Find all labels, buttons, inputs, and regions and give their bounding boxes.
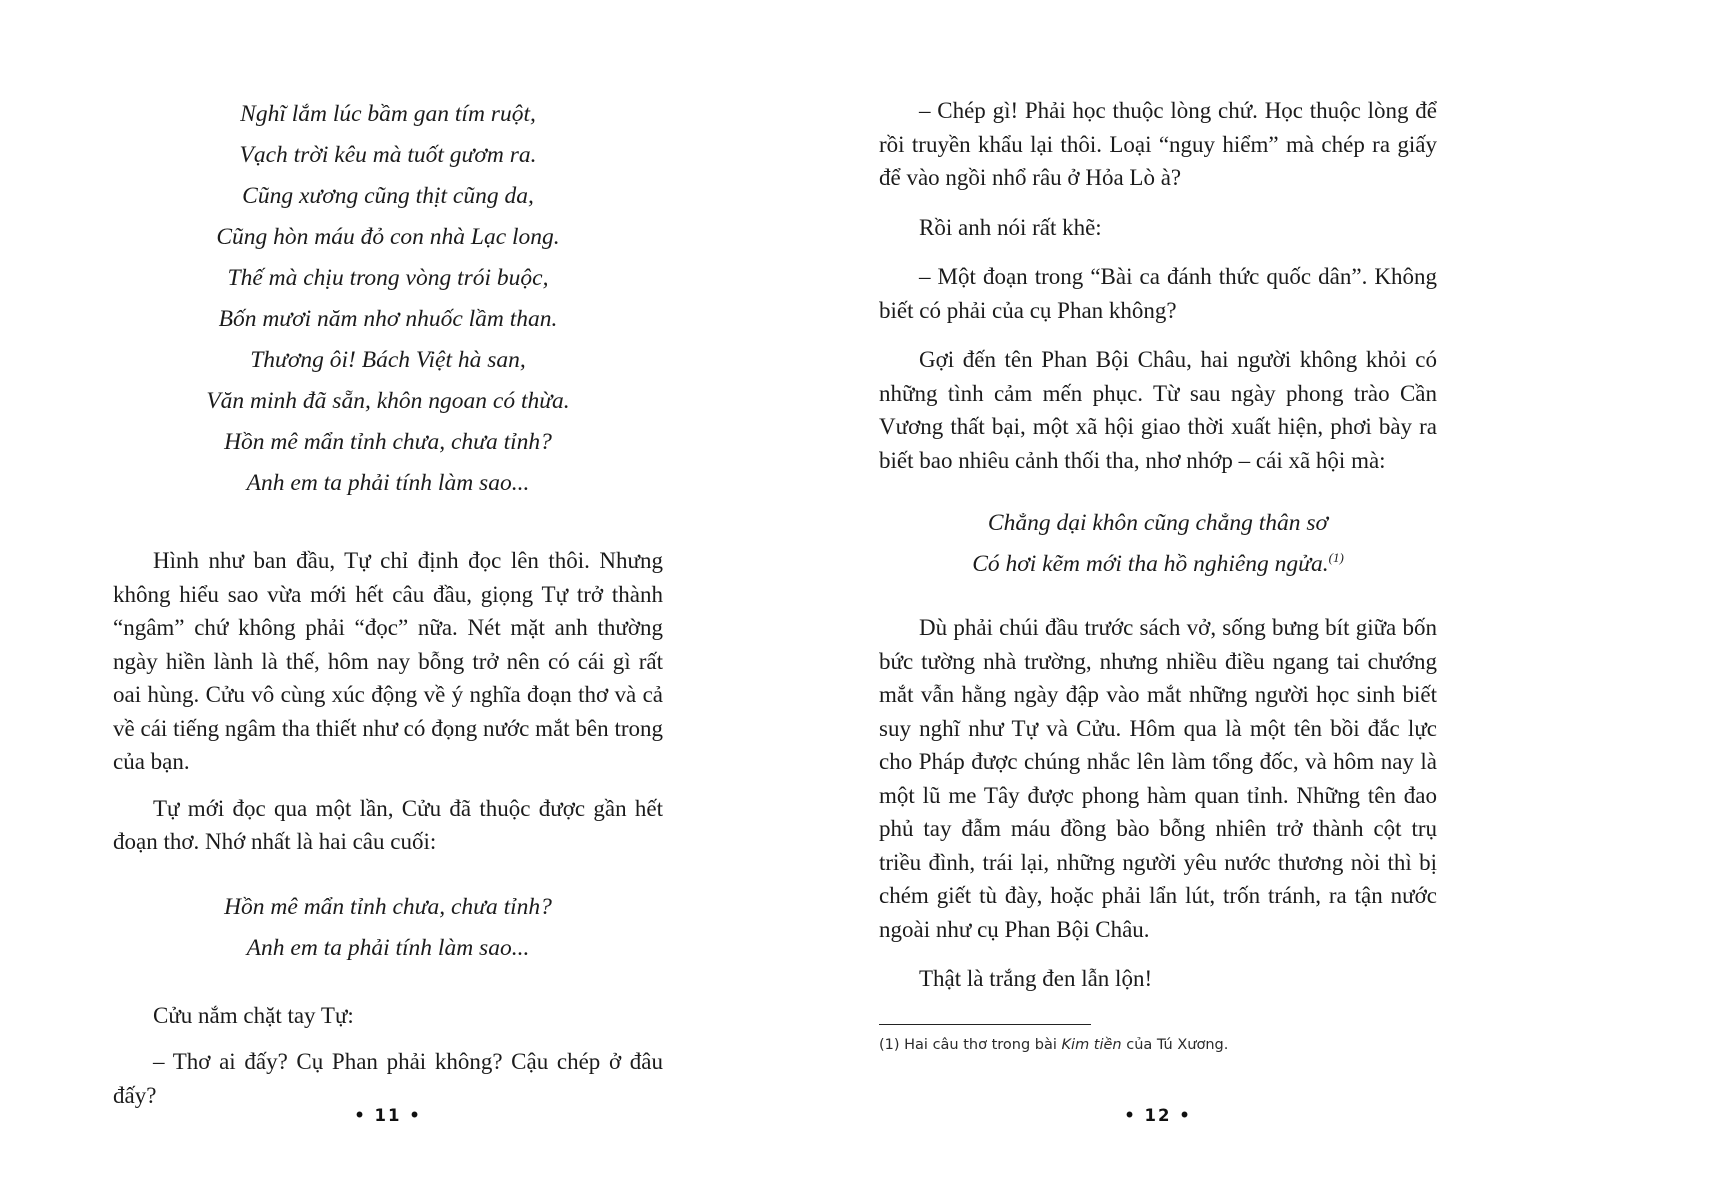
quote-block: [113, 887, 663, 969]
body-text: [113, 544, 663, 859]
paragraph: Cửu nắm chặt tay Tự:: [153, 1002, 354, 1028]
footnote-prefix: (1) Hai câu thơ trong bài: [879, 1036, 1062, 1053]
footnote-marker: (1): [1328, 550, 1344, 566]
quote-line: [879, 544, 1437, 585]
paragraph: – Một đoạn trong “Bài ca đánh thức quốc dân”. Không biết có phải của cụ Phan không?: [879, 264, 1437, 323]
quote-line: Anh em ta phải tính làm sao...: [246, 934, 530, 961]
quote-line: Hồn mê mẩn tỉnh chưa, chưa tỉnh?: [224, 893, 552, 920]
page-left: [113, 0, 663, 1184]
quote-line: Chẳng dại khôn cũng chẳng thân sơ: [987, 510, 1329, 536]
paragraph: Tự mới đọc qua một lần, Cửu đã thuộc được gần hết đoạn thơ. Nhớ nhất là hai câu cuối:: [113, 795, 663, 854]
poem-line: Vạch trời kêu mà tuốt gươm ra.: [239, 142, 537, 168]
paragraph: Hình như ban đầu, Tự chỉ định đọc lên thôi. Nhưng không hiểu sao vừa mới hết câu đầu, giọng Tự trở thành “ngâm” chứ không phải “đọc” nữa. Nét mặt anh thường ngày hiền lành là thế, hôm nay bỗng trở nên có cái gì rất oai hùng. Cửu vô cùng xúc động về ý nghĩa đoạn thơ và cả về cái tiếng ngâm tha thiết như có đọng nước mắt bên trong của bạn.: [113, 548, 663, 774]
poem-line: Cũng hòn máu đỏ con nhà Lạc long.: [216, 224, 560, 250]
footnote-block: [879, 1024, 1437, 1055]
poem-block: [113, 94, 663, 504]
paragraph: Thật là trắng đen lẫn lộn!: [919, 966, 1153, 991]
page-number: • 12 •: [1124, 1106, 1192, 1125]
poem-line: Văn minh đã sẵn, khôn ngoan có thừa.: [206, 388, 570, 414]
footnote-work-title: Kim tiền: [1061, 1036, 1122, 1053]
page-right: [879, 0, 1437, 1184]
footnote-rule: [879, 1024, 1091, 1025]
footnote-text: [879, 1035, 1437, 1055]
poem-line: Hồn mê mẩn tỉnh chưa, chưa tỉnh?: [224, 429, 552, 455]
poem-line: Cũng xương cũng thịt cũng da,: [242, 183, 534, 209]
poem-line: Nghĩ lắm lúc bầm gan tím ruột,: [240, 101, 536, 127]
paragraph: Rồi anh nói rất khẽ:: [919, 214, 1102, 240]
poem-line: Bốn mươi năm nhơ nhuốc lầm than.: [218, 306, 558, 332]
body-text: [879, 611, 1437, 996]
poem-line: Anh em ta phải tính làm sao...: [246, 470, 530, 496]
page-number: • 11 •: [354, 1106, 422, 1125]
paragraph: Dù phải chúi đầu trước sách vở, sống bưng bít giữa bốn bức tường nhà trường, nhưng nhiều điều ngang tai chướng mắt vẫn hằng ngày đập vào mắt những người học sinh biết suy nghĩ như Tự và Cửu. Hôm qua là một tên bồi đắc lực cho Pháp được chúng nhắc lên làm tổng đốc, và hôm nay là một lũ me Tây được phong hàm quan tỉnh. Những tên đao phủ tay đẫm máu đồng bào bỗng nhiên trở thành cột trụ triều đình, trái lại, những người yêu nước thương nòi thì bị chém giết tù đày, hoặc phải lẩn lút, trốn tránh, ra tận nước ngoài như cụ Phan Bội Châu.: [879, 615, 1437, 942]
quote-line-text: Có hơi kẽm mới tha hồ nghiêng ngửa.: [972, 551, 1329, 577]
poem-line: Thương ôi! Bách Việt hà san,: [250, 347, 526, 373]
paragraph: – Thơ ai đấy? Cụ Phan phải không? Cậu chép ở đâu đấy?: [113, 1049, 663, 1108]
quote-block: [879, 503, 1437, 585]
poem-line: Thế mà chịu trong vòng trói buộc,: [227, 265, 549, 291]
paragraph: – Chép gì! Phải học thuộc lòng chứ. Học thuộc lòng để rồi truyền khẩu lại thôi. Loại “nguy hiểm” mà chép ra giấy để vào ngồi nhổ râu ở Hỏa Lò à?: [879, 98, 1437, 190]
paragraph: Gợi đến tên Phan Bội Châu, hai người không khỏi có những tình cảm mến phục. Từ sau ngày phong trào Cần Vương thất bại, một xã hội giao thời xuất hiện, phơi bày ra biết bao nhiêu cảnh thối tha, nhơ nhớp – cái xã hội mà:: [879, 347, 1437, 473]
footnote-suffix: của Tú Xương.: [1121, 1036, 1229, 1053]
body-text: [113, 999, 663, 1113]
body-text: [879, 94, 1437, 477]
